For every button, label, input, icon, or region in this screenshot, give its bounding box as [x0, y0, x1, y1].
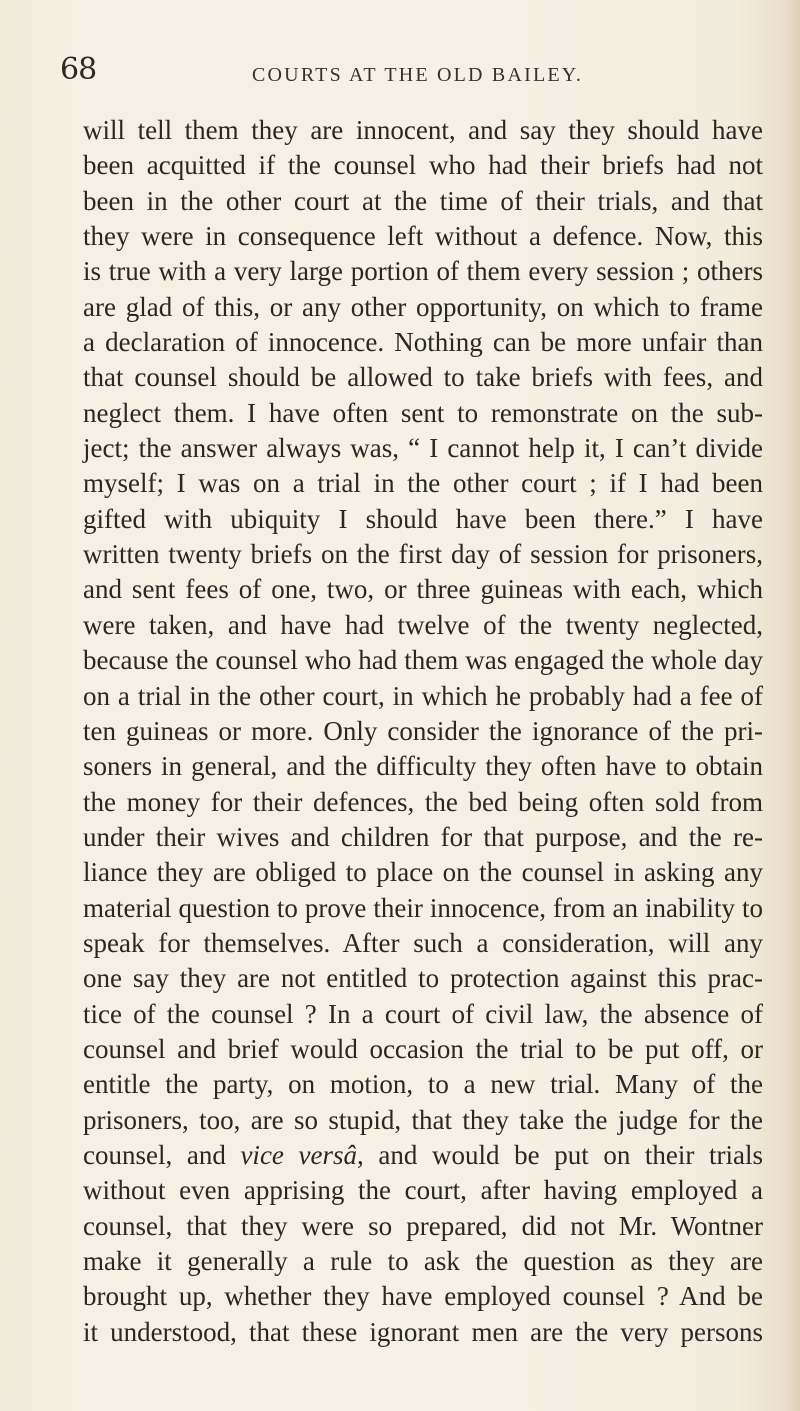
text-line: and sent fees of one, two, or three guineas with each, which	[83, 574, 763, 605]
text-line: been in the other court at the time of their trials, and that	[83, 185, 763, 216]
text-line: ten guineas or more. Only consider the ignorance of the pri-	[83, 715, 763, 746]
text-line: gifted with ubiquity I should have been there.” I have	[83, 503, 763, 534]
text-line: entitle the party, on motion, to a new trial. Many of the	[83, 1069, 763, 1100]
text-line: one say they are not entitled to protection against this prac-	[83, 963, 763, 994]
text-line: they were in consequence left without a defence. Now, this	[83, 221, 763, 252]
text-line: are glad of this, or any other opportunity, on which to frame	[83, 291, 763, 322]
text-line: under their wives and children for that purpose, and the re-	[83, 821, 763, 852]
text-line: is true with a very large portion of them every session ; others	[83, 256, 763, 287]
page-header	[0, 52, 800, 96]
running-title: COURTS AT THE OLD BAILEY.	[252, 64, 584, 86]
text-fragment: , and would be put on their trials	[357, 1139, 764, 1170]
text-line: myself; I was on a trial in the other court ; if I had been	[83, 468, 763, 499]
text-line: been acquitted if the counsel who had their briefs had not	[83, 150, 763, 181]
text-line: on a trial in the other court, in which he probably had a fee of	[83, 680, 763, 711]
italic-phrase: vice versâ	[240, 1139, 358, 1170]
text-line: neglect them. I have often sent to remonstrate on the sub-	[83, 397, 763, 428]
text-line: that counsel should be allowed to take briefs with fees, and	[83, 362, 763, 393]
text-fragment: counsel, and	[83, 1139, 241, 1170]
page-edge-shadow	[786, 0, 800, 1411]
text-line-with-italic	[83, 1138, 763, 1173]
body-text	[83, 113, 763, 1350]
text-line: liance they are obliged to place on the counsel in asking any	[83, 857, 763, 888]
text-line: prisoners, too, are so stupid, that they take the judge for the	[83, 1104, 763, 1135]
text-line: tice of the counsel ? In a court of civil law, the absence of	[83, 998, 763, 1029]
text-line: soners in general, and the difficulty they often have to obtain	[83, 751, 763, 782]
text-line: written twenty briefs on the first day of session for prisoners,	[83, 539, 763, 570]
text-line: counsel and brief would occasion the trial to be put off, or	[83, 1033, 763, 1064]
text-line: speak for themselves. After such a consideration, will any	[83, 927, 763, 958]
text-line: material question to prove their innocence, from an inability to	[83, 892, 763, 923]
text-line: counsel, that they were so prepared, did not Mr. Wontner	[83, 1210, 763, 1241]
text-line: without even apprising the court, after having employed a	[83, 1175, 763, 1206]
text-line: brought up, whether they have employed counsel ? And be	[83, 1281, 763, 1312]
text-line: the money for their defences, the bed being often sold from	[83, 786, 763, 817]
text-line: were taken, and have had twelve of the twenty neglected,	[83, 609, 763, 640]
text-line: it understood, that these ignorant men are the very persons	[83, 1316, 763, 1347]
page-number: 68	[60, 52, 97, 87]
text-line: make it generally a rule to ask the question as they are	[83, 1246, 763, 1276]
text-line: ject; the answer always was, “ I cannot help it, I can’t divide	[83, 433, 763, 464]
text-line: a declaration of innocence. Nothing can be more unfair than	[83, 327, 763, 358]
text-line: will tell them they are innocent, and say they should have	[83, 115, 763, 145]
text-line: because the counsel who had them was engaged the whole day	[83, 645, 763, 676]
